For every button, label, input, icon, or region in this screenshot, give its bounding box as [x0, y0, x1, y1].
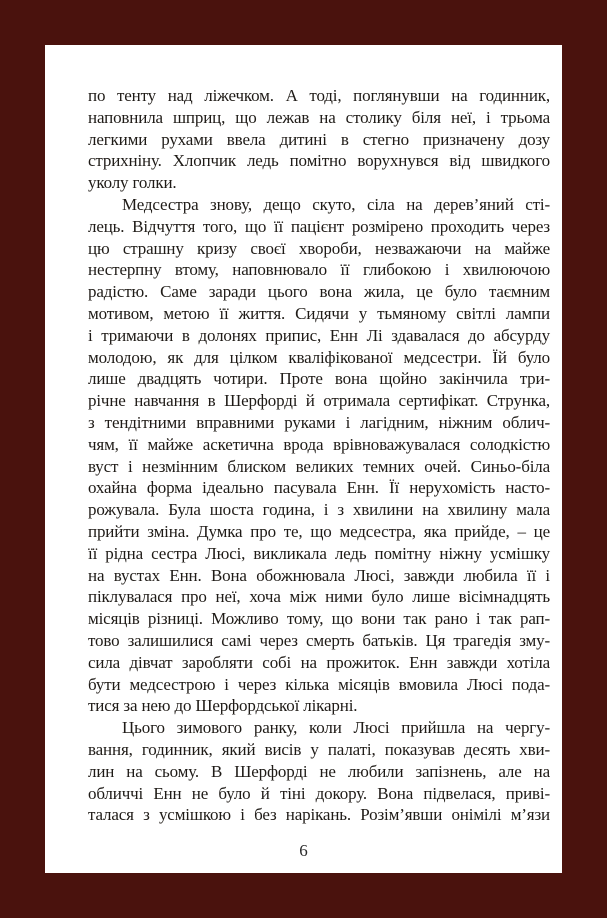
text-line: радістю. Саме заради цього вона жила, це було таємним — [88, 282, 550, 302]
text-line: охайна форма ідеально пасувала Енн. Її нерухомість насто- — [88, 478, 550, 498]
text-line: вання, годинник, який висів у палаті, показував десять хви- — [88, 739, 550, 759]
text-line: вуст і незмінним блиском великих темних очей. Синьо-біла — [88, 456, 550, 476]
text-line: мотивом, метою її життя. Сидячи у тьмяному світлі лампи — [88, 303, 550, 323]
text-line: Медсестра знову, дещо скуто, сіла на дерев’яний сті- — [122, 194, 550, 214]
page-text — [88, 85, 550, 826]
text-line: її рідна сестра Люсі, викликала ледь помітну ніжну усмішку — [88, 543, 550, 563]
text-line: легкими рухами ввела дитині в стегно призначену дозу — [88, 129, 550, 149]
text-line: лин на сьому. В Шерфорді не любили запізнень, але на — [88, 761, 550, 781]
text-line: прийти зміна. Думка про те, що медсестра, яка прийде, – це — [88, 521, 550, 541]
text-line: нестерпну втому, наповнювало її глибокою і хвилюючою — [88, 260, 550, 280]
text-line: Цього зимового ранку, коли Люсі прийшла на чергу- — [122, 718, 550, 738]
text-line: бути медсестрою і через кілька місяців вмовила Люсі пода- — [88, 674, 550, 694]
text-line: сила дівчат заробляти собі на прожиток. Енн завжди хотіла — [88, 652, 550, 672]
text-line: тово залишилися самі через смерть батьків. Ця трагедія зму- — [88, 630, 550, 650]
text-line: рожувала. Була шоста година, і з хвилини на хвилину мала — [88, 500, 550, 520]
text-line: уколу голки. — [88, 173, 177, 193]
text-line: цю страшну кризу своєї хвороби, незважаючи на майже — [88, 238, 550, 258]
text-line: з тендітними вправними руками і лагідним, ніжним облич- — [88, 412, 550, 432]
text-line: наповнила шприц, що лежав на столику біля неї, і трьома — [88, 107, 550, 127]
text-line: лець. Відчуття того, що її пацієнт розмірено проходить через — [88, 216, 550, 236]
text-line: талася з усмішкою і без нарікань. Розім’явши онімілі м’язи — [88, 805, 550, 825]
text-line: обличчі Енн не було й тіні докору. Вона підвелася, приві- — [88, 783, 550, 803]
text-line: піклувалася про неї, хоча між ними було лише вісімнадцять — [88, 587, 550, 607]
text-line: по тенту над ліжечком. А тоді, поглянувши на годинник, — [88, 86, 550, 105]
book-page — [45, 45, 562, 873]
text-line: чям, її майже аскетична врода врівноважувалася солодкістю — [88, 434, 550, 454]
text-line: і тримаючи в долонях припис, Енн Лі здавалася до абсурду — [88, 325, 550, 345]
text-line: стрихніну. Хлопчик ледь помітно ворухнувся від швидкого — [88, 151, 550, 171]
paragraph — [88, 85, 550, 194]
text-line: лише двадцять чотири. Проте вона щойно закінчила три- — [88, 369, 550, 389]
text-line: тися за нею до Шерфордської лікарні. — [88, 696, 358, 716]
text-line: річне навчання в Шерфорді й отримала сертифікат. Струнка, — [88, 391, 550, 411]
paragraph — [88, 194, 550, 717]
text-line: молодою, як для цілком кваліфікованої медсестри. Їй було — [88, 347, 550, 367]
page-number: 6 — [299, 841, 308, 860]
text-line: місяців різниці. Можливо тому, що вони так рано і так рап- — [88, 609, 550, 629]
text-line: на вустах Енн. Вона обожнювала Люсі, завжди любила її і — [88, 565, 550, 585]
paragraph — [88, 717, 550, 826]
